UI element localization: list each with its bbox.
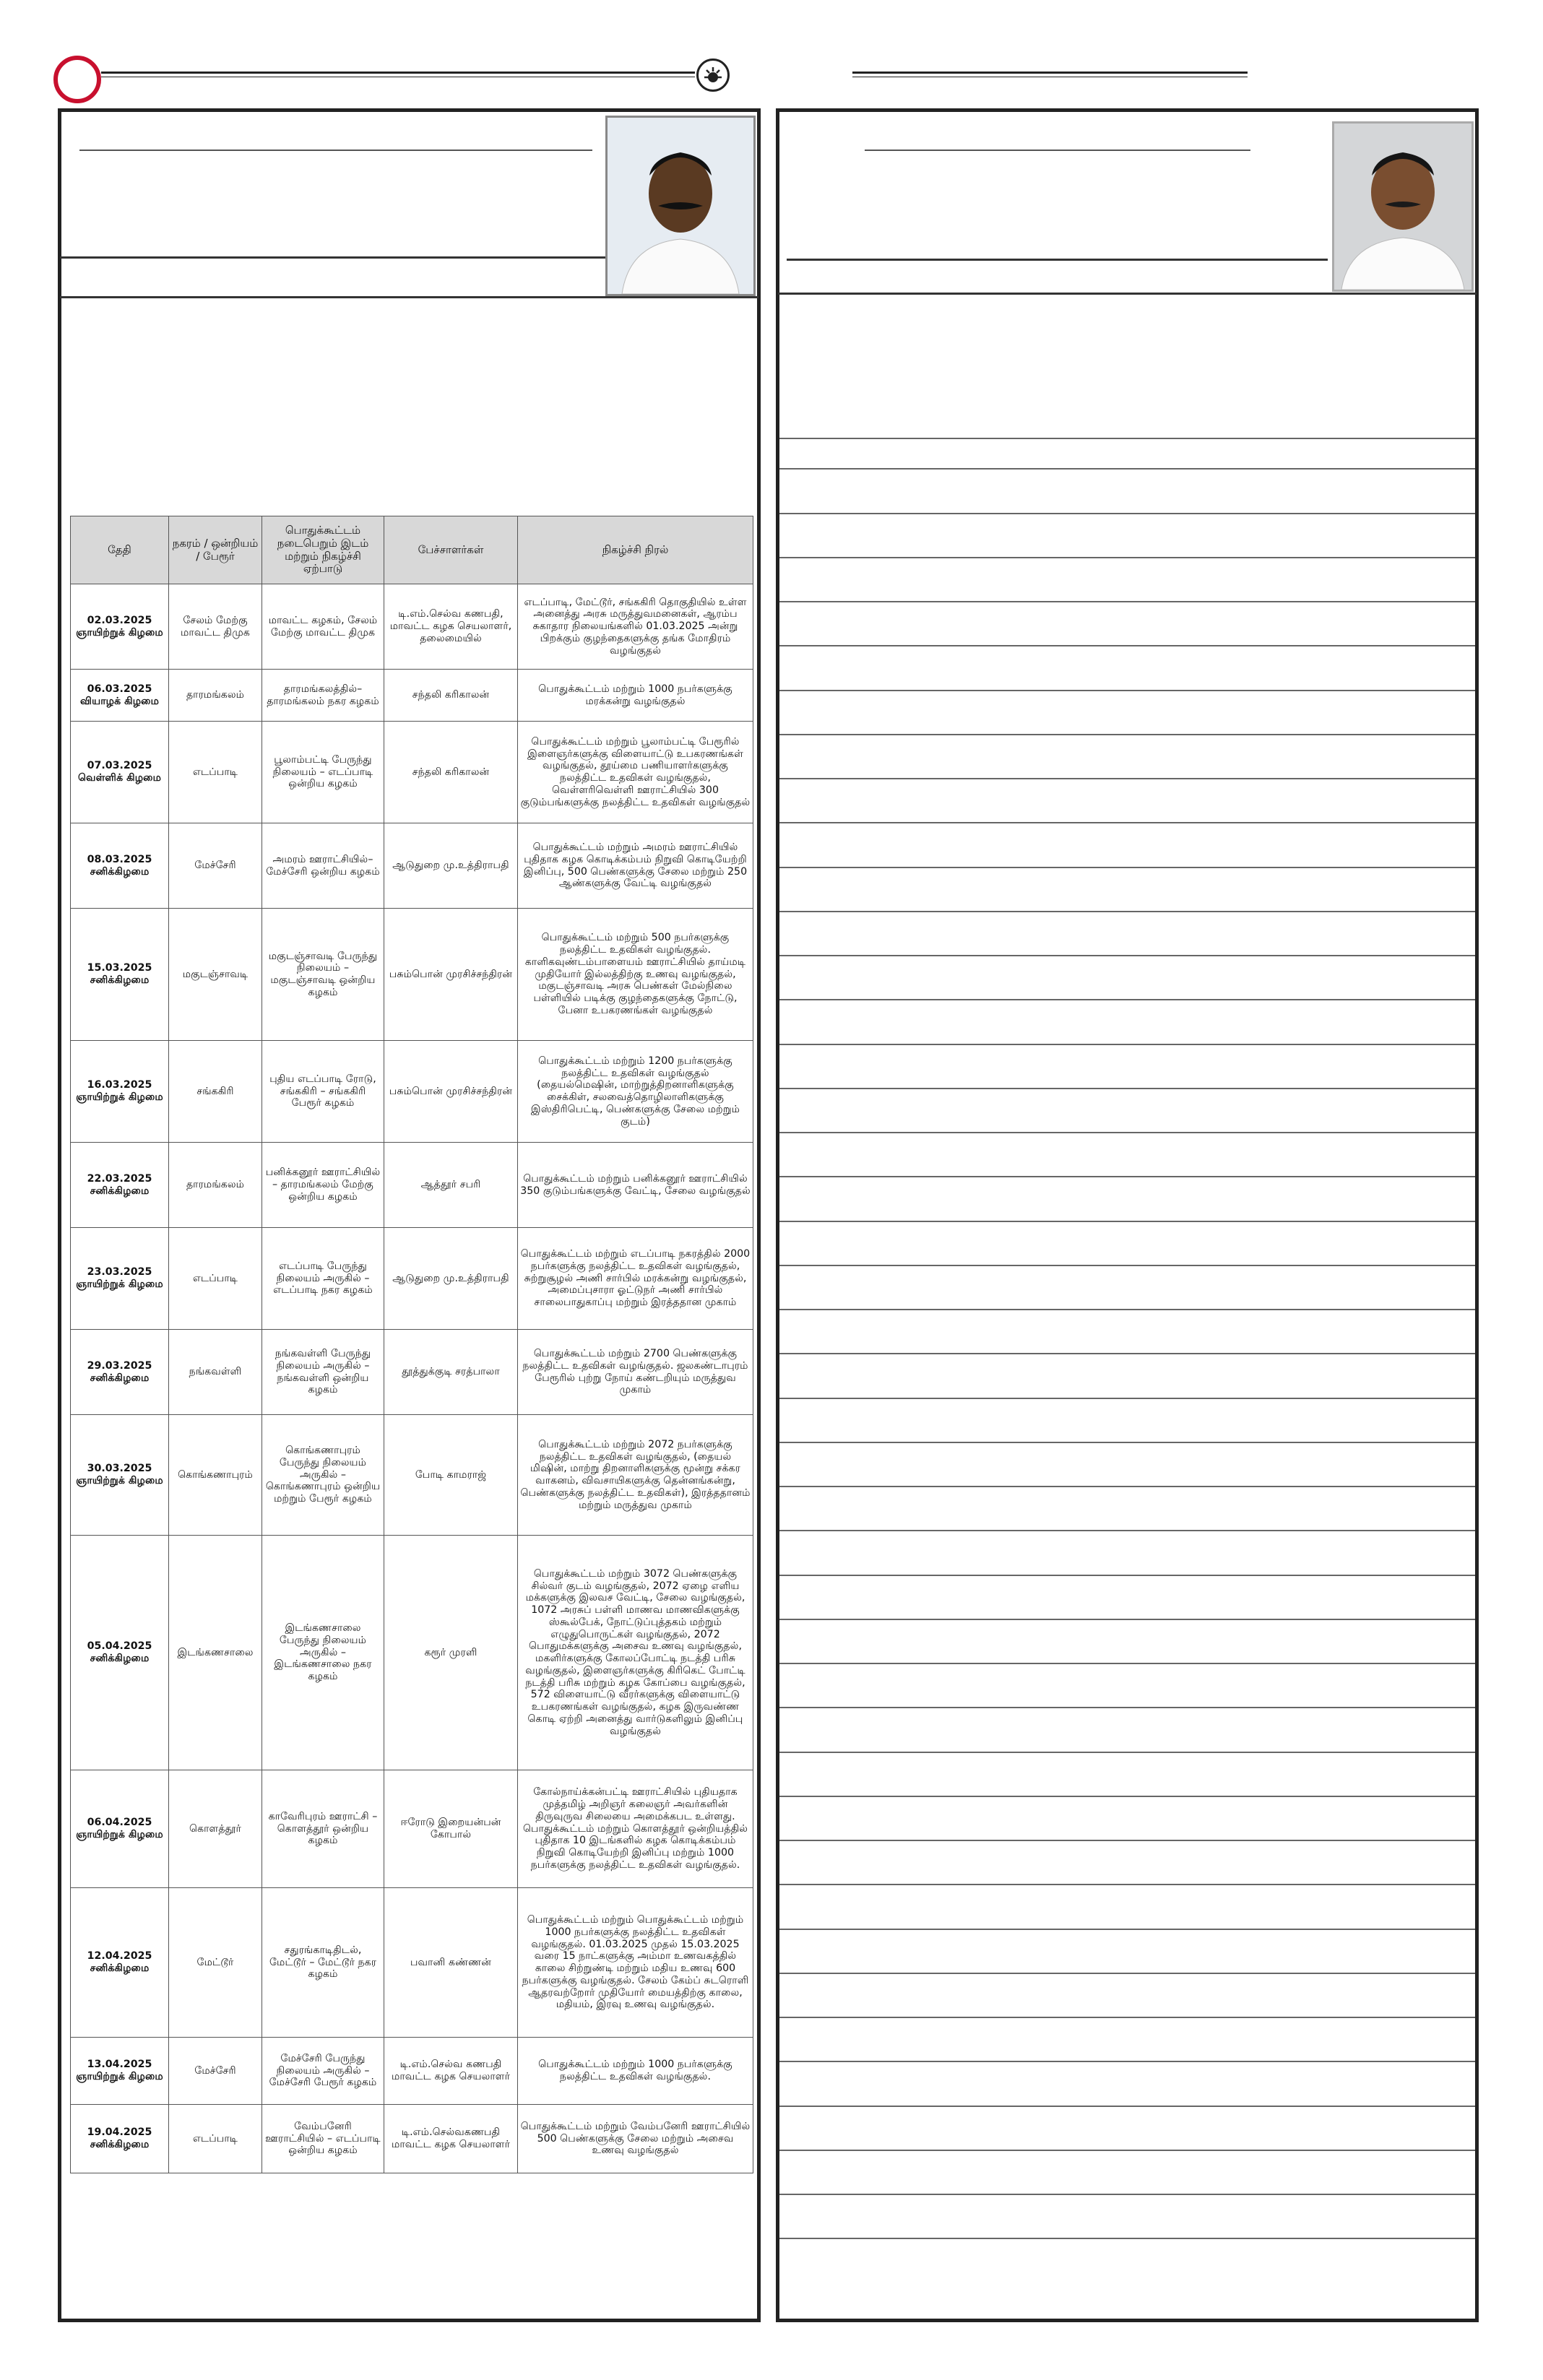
right-ruled-line bbox=[779, 2194, 1475, 2195]
row-town: தாரமங்கலம் bbox=[169, 1143, 262, 1228]
row-date: 07.03.2025 வெள்ளிக் கிழமை bbox=[71, 722, 169, 823]
row-program: பொதுக்கூட்டம் மற்றும் அமரம் ஊராட்சியில் புதிதாக கழக கொடிக்கம்பம் நிறுவி கொடியேற்றி இனிப்பு, 500 பெண்களுக்கு சேலை மற்றும் 250 ஆண்களுக்கு வேட்டி வழங்குதல் bbox=[518, 823, 753, 909]
row-program: பொதுக்கூட்டம் மற்றும் 1200 நபர்களுக்கு நலத்திட்ட உதவிகள் வழங்குதல் (தையல்மெஷின், மாற்றுத்திறனாளிகளுக்கு சைக்கிள், சலவைத்தொழிலாளிகளுக்கு இஸ்திரிபெட்டி, பெண்களுக்கு சேலை மற்றும் குடம்) bbox=[518, 1041, 753, 1143]
right-ruled-line bbox=[779, 1575, 1475, 1576]
row-program: பொதுக்கூட்டம் மற்றும் 1000 நபர்களுக்கு நலத்திட்ட உதவிகள் வழங்குதல். bbox=[518, 2038, 753, 2105]
table-row bbox=[71, 1415, 753, 1536]
row-program: பொதுக்கூட்டம் மற்றும் 3072 பெண்களுக்கு சில்வர் குடம் வழங்குதல், 2072 ஏழை எளிய மக்களுக்கு இலவச வேட்டி, சேலை வழங்குதல், 1072 அரசுப் பள்ளி மாணவ மாணவிகளுக்கு ஸ்கூல்பேக், நோட்டுப்புத்தகம் மற்றும் எழுதுபொருட்கள் வழங்குதல், 2072 பொதுமக்களுக்கு அசைவ உணவு வழங்குதல், மகளிர்களுக்கு கோலப்போட்டி நடத்தி பரிசு வழங்குதல், இளைஞர்களுக்கு கிரிகெட் போட்டி நடத்தி பரிசு மற்றும் கழக கோப்பை வழங்குதல், 572 விளையாட்டு வீரர்களுக்கு விளையாட்டு உபகரணங்கள் வழங்குதல், கழக இருவண்ண கொடி ஏற்றி அனைத்து வார்டுகளிலும் இனிப்பு வழங்குதல் bbox=[518, 1536, 753, 1770]
right-ruled-line bbox=[779, 1265, 1475, 1266]
table-row bbox=[71, 1330, 753, 1415]
row-program: பொதுக்கூட்டம் மற்றும் 1000 நபர்களுக்கு மரக்கன்று வழங்குதல் bbox=[518, 670, 753, 722]
event-schedule-table bbox=[70, 516, 753, 2173]
right-ruled-line bbox=[779, 1530, 1475, 1531]
row-program: பொதுக்கூட்டம் மற்றும் 2700 பெண்களுக்கு நலத்திட்ட உதவிகள் வழங்குதல். ஜலகண்டாபுரம் பேரூரில் புற்று நோய் கண்டறியும் மருத்துவ முகாம் bbox=[518, 1330, 753, 1415]
row-date: 13.04.2025 ஞாயிற்றுக் கிழமை bbox=[71, 2038, 169, 2105]
right-portrait-photo bbox=[1332, 121, 1474, 292]
row-program: பொதுக்கூட்டம் மற்றும் எடப்பாடி நகரத்தில் 2000 நபர்களுக்கு நலத்திட்ட உதவிகள் வழங்குதல், சுற்றுசூழல் அணி சார்பில் மரக்கன்று வழங்குதல், அமைப்புசாரா ஓட்டுநர் அணி சார்பில் சாலைபாதுகாப்பு மற்றும் இரத்ததான முகாம் bbox=[518, 1228, 753, 1330]
row-venue: கொங்கணாபுரம் பேருந்து நிலையம் அருகில் – கொங்கணாபுரம் ஒன்றிய மற்றும் பேரூர் கழகம் bbox=[262, 1415, 384, 1536]
row-town: மேச்சேரி bbox=[169, 823, 262, 909]
right-header-bottom-rule bbox=[778, 293, 1477, 295]
right-ruled-line bbox=[779, 1442, 1475, 1443]
row-town: மேச்சேரி bbox=[169, 2038, 262, 2105]
row-town: மேட்டூர் bbox=[169, 1888, 262, 2038]
header-program: நிகழ்ச்சி நிரல் bbox=[518, 516, 753, 584]
rising-sun-emblem-icon bbox=[696, 59, 730, 92]
table-row bbox=[71, 2038, 753, 2105]
table-row bbox=[71, 722, 753, 823]
right-ruled-line bbox=[779, 1752, 1475, 1753]
row-speakers: டி.எம்.செல்வ கணபதி, மாவட்ட கழக செயலாளர், தலைமையில் bbox=[384, 584, 518, 670]
row-town: தாரமங்கலம் bbox=[169, 670, 262, 722]
right-ruled-line bbox=[779, 1486, 1475, 1487]
row-speakers: ஆத்தூர் சபரி bbox=[384, 1143, 518, 1228]
right-ruled-line bbox=[779, 955, 1475, 956]
right-ruled-line bbox=[779, 1044, 1475, 1045]
row-speakers: பசும்பொன் முரசிச்சந்திரன் bbox=[384, 1041, 518, 1143]
row-venue: எடப்பாடி பேருந்து நிலையம் அருகில் – எடப்பாடி நகர கழகம் bbox=[262, 1228, 384, 1330]
right-ruled-line bbox=[779, 1707, 1475, 1708]
table-row bbox=[71, 1536, 753, 1770]
right-ruled-line bbox=[779, 1973, 1475, 1974]
masthead-circle-icon bbox=[53, 56, 101, 103]
masthead-rule-right bbox=[852, 72, 1248, 74]
left-headline-rule bbox=[79, 150, 592, 151]
right-ruled-line bbox=[779, 1398, 1475, 1399]
left-headline-rule-2 bbox=[60, 256, 607, 259]
row-date: 12.04.2025 சனிக்கிழமை bbox=[71, 1888, 169, 2038]
table-header-row bbox=[71, 516, 753, 584]
row-town: இடங்கணசாலை bbox=[169, 1536, 262, 1770]
row-speakers: ஆடுதுறை மு.உத்திராபதி bbox=[384, 823, 518, 909]
row-venue: தாரமங்கலத்தில்–தாரமங்கலம் நகர கழகம் bbox=[262, 670, 384, 722]
row-venue: மேச்சேரி பேருந்து நிலையம் அருகில் – மேச்சேரி பேரூர் கழகம் bbox=[262, 2038, 384, 2105]
masthead-rule-left bbox=[101, 72, 695, 74]
table-row bbox=[71, 1228, 753, 1330]
right-ruled-line bbox=[779, 513, 1475, 514]
row-venue: சதுரங்காடிதிடல், மேட்டூர் – மேட்டூர் நகர கழகம் bbox=[262, 1888, 384, 2038]
right-article-panel bbox=[776, 108, 1479, 2322]
left-portrait-photo bbox=[605, 116, 756, 296]
right-ruled-line bbox=[779, 1840, 1475, 1841]
table-row bbox=[71, 1143, 753, 1228]
right-ruled-line bbox=[779, 867, 1475, 868]
row-date: 19.04.2025 சனிக்கிழமை bbox=[71, 2105, 169, 2173]
row-town: சங்ககிரி bbox=[169, 1041, 262, 1143]
row-speakers: டி.எம்.செல்வகணபதி மாவட்ட கழக செயலாளர் bbox=[384, 2105, 518, 2173]
table-row bbox=[71, 2105, 753, 2173]
header-venue: பொதுக்கூட்டம் நடைபெறும் இடம் மற்றும் நிகழ்ச்சி ஏற்பாடு bbox=[262, 516, 384, 584]
row-date: 08.03.2025 சனிக்கிழமை bbox=[71, 823, 169, 909]
right-ruled-line bbox=[779, 468, 1475, 469]
row-venue: பூலாம்பட்டி பேருந்து நிலையம் – எடப்பாடி ஒன்றிய கழகம் bbox=[262, 722, 384, 823]
right-ruled-line bbox=[779, 645, 1475, 646]
right-headline-rule-2 bbox=[787, 259, 1328, 261]
table-row bbox=[71, 1770, 753, 1888]
row-venue: பனிக்கனூர் ஊராட்சியில் – தாரமங்கலம் மேற்கு ஒன்றிய கழகம் bbox=[262, 1143, 384, 1228]
right-ruled-line bbox=[779, 1176, 1475, 1177]
right-ruled-line bbox=[779, 438, 1475, 439]
row-program: பொதுக்கூட்டம் மற்றும் பூலாம்பட்டி பேரூரில் இளைஞர்களுக்கு விளையாட்டு உபகரணங்கள் வழங்குதல், தூய்மை பணியாளர்களுக்கு நலத்திட்ட உதவிகள் வழங்குதல், வெள்ளரிவெள்ளி ஊராட்சியில் 300 குடும்பங்களுக்கு நலத்திட்ட உதவிகள் வழங்குதல் bbox=[518, 722, 753, 823]
right-ruled-line bbox=[779, 1884, 1475, 1885]
right-ruled-line bbox=[779, 911, 1475, 912]
left-header-bottom-rule bbox=[60, 296, 758, 298]
right-ruled-line bbox=[779, 1663, 1475, 1664]
right-ruled-line bbox=[779, 601, 1475, 602]
row-date: 23.03.2025 ஞாயிற்றுக் கிழமை bbox=[71, 1228, 169, 1330]
row-speakers: பவானி கண்ணன் bbox=[384, 1888, 518, 2038]
row-date: 15.03.2025 சனிக்கிழமை bbox=[71, 909, 169, 1041]
table-row bbox=[71, 909, 753, 1041]
table-row bbox=[71, 823, 753, 909]
row-program: பொதுக்கூட்டம் மற்றும் பனிக்கனூர் ஊராட்சியில் 350 குடும்பங்களுக்கு வேட்டி, சேலை வழங்குதல் bbox=[518, 1143, 753, 1228]
right-ruled-line bbox=[779, 1132, 1475, 1133]
row-date: 29.03.2025 சனிக்கிழமை bbox=[71, 1330, 169, 1415]
right-ruled-line bbox=[779, 1088, 1475, 1089]
row-date: 22.03.2025 சனிக்கிழமை bbox=[71, 1143, 169, 1228]
row-speakers: டி.எம்.செல்வ கணபதி மாவட்ட கழக செயலாளர் bbox=[384, 2038, 518, 2105]
row-town: கொங்கணாபுரம் bbox=[169, 1415, 262, 1536]
right-ruled-line bbox=[779, 690, 1475, 691]
right-ruled-line bbox=[779, 999, 1475, 1000]
right-ruled-line bbox=[779, 1929, 1475, 1930]
row-town: கொளத்தூர் bbox=[169, 1770, 262, 1888]
row-town: எடப்பாடி bbox=[169, 2105, 262, 2173]
right-ruled-line bbox=[779, 557, 1475, 558]
row-venue: அமரம் ஊராட்சியில்– மேச்சேரி ஒன்றிய கழகம் bbox=[262, 823, 384, 909]
row-program: எடப்பாடி, மேட்டூர், சங்ககிரி தொகுதியில் உள்ள அனைத்து அரசு மருத்துவமனைகள், ஆரம்ப சுகாதார நிலையங்களில் 01.03.2025 அன்று பிறக்கும் குழந்தைகளுக்கு தங்க மோதிரம் வழங்குதல் bbox=[518, 584, 753, 670]
row-venue: இடங்கணசாலை பேருந்து நிலையம் அருகில் – இடங்கணசாலை நகர கழகம் bbox=[262, 1536, 384, 1770]
right-ruled-line bbox=[779, 2061, 1475, 2062]
row-venue: மாவட்ட கழகம், சேலம் மேற்கு மாவட்ட திமுக bbox=[262, 584, 384, 670]
row-venue: புதிய எடப்பாடி ரோடு, சங்ககிரி – சங்ககிரி பேரூர் கழகம் bbox=[262, 1041, 384, 1143]
row-town: மகுடஞ்சாவடி bbox=[169, 909, 262, 1041]
right-ruled-line bbox=[779, 1619, 1475, 1620]
right-ruled-line bbox=[779, 822, 1475, 823]
row-program: பொதுக்கூட்டம் மற்றும் வேம்பனேரி ஊராட்சியில் 500 பெண்களுக்கு சேலை மற்றும் அசைவ உணவு வழங்குதல் bbox=[518, 2105, 753, 2173]
row-town: எடப்பாடி bbox=[169, 1228, 262, 1330]
row-program: பொதுக்கூட்டம் மற்றும் 500 நபர்களுக்கு நலத்திட்ட உதவிகள் வழங்குதல். காளிகவுண்டம்பாளையம் ஊராட்சியில் தாய்மடி முதியோர் இல்லத்திற்கு உணவு வழங்குதல், மகுடஞ்சாவடி அரசு பெண்கள் மேல்நிலை பள்ளியில் படிக்கு குழந்தைகளுக்கு நோட்டு, பேனா உபகரணங்கள் வழங்குதல் bbox=[518, 909, 753, 1041]
row-venue: மகுடஞ்சாவடி பேருந்து நிலையம் – மகுடஞ்சாவடி ஒன்றிய கழகம் bbox=[262, 909, 384, 1041]
row-speakers: சந்தலி கரிகாலன் bbox=[384, 670, 518, 722]
row-program: பொதுக்கூட்டம் மற்றும் பொதுக்கூட்டம் மற்றும் 1000 நபர்களுக்கு நலத்திட்ட உதவிகள் வழங்குதல். 01.03.2025 முதல் 15.03.2025 வரை 15 நாட்களுக்கு அம்மா உணவகத்தில் காலை சிற்றுண்டி மற்றும் மதிய உணவு 600 நபர்களுக்கு வழங்குதல். சேலம் கேம்ப் சுடரொளி ஆதரவற்றோர் முதியோர் மையத்திற்கு காலை, மதியம், இரவு உணவு வழங்குதல். bbox=[518, 1888, 753, 2038]
row-speakers: ஆடுதுறை மு.உத்திராபதி bbox=[384, 1228, 518, 1330]
right-ruled-line bbox=[779, 2150, 1475, 2151]
row-venue: வேம்பனேரி ஊராட்சியில் – எடப்பாடி ஒன்றிய கழகம் bbox=[262, 2105, 384, 2173]
table-row bbox=[71, 584, 753, 670]
row-venue: காவேரிபுரம் ஊராட்சி – கொளத்தூர் ஒன்றிய கழகம் bbox=[262, 1770, 384, 1888]
row-date: 05.04.2025 சனிக்கிழமை bbox=[71, 1536, 169, 1770]
table-row bbox=[71, 670, 753, 722]
row-town: நங்கவள்ளி bbox=[169, 1330, 262, 1415]
row-date: 06.03.2025 வியாழக் கிழமை bbox=[71, 670, 169, 722]
right-ruled-line bbox=[779, 2238, 1475, 2239]
row-town: எடப்பாடி bbox=[169, 722, 262, 823]
row-speakers: ஈரோடு இறையன்பன் கோபால் bbox=[384, 1770, 518, 1888]
row-program: கோல்நாய்க்கன்பட்டி ஊராட்சியில் புதியதாக முத்தமிழ் அறிஞர் கலைஞர் அவர்களின் திருவுருவ சிலையை அமைக்கபட உள்ளது. பொதுக்கூட்டம் மற்றும் கொளத்தூர் ஒன்றியத்தில் புதிதாக 10 இடங்களில் கழக கொடிக்கம்பம் நிறுவி கொடியேற்றி இனிப்பு மற்றும் 1000 நபர்களுக்கு நலத்திட்ட உதவிகள் வழங்குதல். bbox=[518, 1770, 753, 1888]
row-date: 16.03.2025 ஞாயிற்றுக் கிழமை bbox=[71, 1041, 169, 1143]
row-speakers: போடி காமராஜ் bbox=[384, 1415, 518, 1536]
row-date: 30.03.2025 ஞாயிற்றுக் கிழமை bbox=[71, 1415, 169, 1536]
right-headline-rule bbox=[865, 150, 1250, 151]
row-speakers: சந்தலி கரிகாலன் bbox=[384, 722, 518, 823]
row-venue: நங்கவள்ளி பேருந்து நிலையம் அருகில் – நங்கவள்ளி ஒன்றிய கழகம் bbox=[262, 1330, 384, 1415]
table-row bbox=[71, 1041, 753, 1143]
right-ruled-line bbox=[779, 1353, 1475, 1354]
header-date: தேதி bbox=[71, 516, 169, 584]
right-ruled-line bbox=[779, 1796, 1475, 1797]
row-speakers: கரூர் முரளி bbox=[384, 1536, 518, 1770]
row-speakers: தூத்துக்குடி சரத்பாலா bbox=[384, 1330, 518, 1415]
row-program: பொதுக்கூட்டம் மற்றும் 2072 நபர்களுக்கு நலத்திட்ட உதவிகள் வழங்குதல், (தையல் மிஷின், மாற்று திறனாளிகளுக்கு மூன்று சக்கர வாகனம், விவசாயிகளுக்கு தென்னங்கன்று, பெண்களுக்கு நலத்திட்ட உதவிகள்), இரத்ததானம் மற்றும் மருத்துவ முகாம் bbox=[518, 1415, 753, 1536]
right-ruled-line bbox=[779, 2017, 1475, 2018]
row-speakers: பசும்பொன் முரசிச்சந்திரன் bbox=[384, 909, 518, 1041]
header-speakers: பேச்சாளர்கள் bbox=[384, 516, 518, 584]
right-ruled-line bbox=[779, 1221, 1475, 1222]
right-ruled-line bbox=[779, 2106, 1475, 2107]
table-row bbox=[71, 1888, 753, 2038]
right-ruled-line bbox=[779, 778, 1475, 779]
right-ruled-line bbox=[779, 734, 1475, 735]
right-ruled-line bbox=[779, 1309, 1475, 1310]
row-date: 06.04.2025 ஞாயிற்றுக் கிழமை bbox=[71, 1770, 169, 1888]
header-town: நகரம் / ஒன்றியம் / பேரூர் bbox=[169, 516, 262, 584]
row-date: 02.03.2025 ஞாயிற்றுக் கிழமை bbox=[71, 584, 169, 670]
row-town: சேலம் மேற்கு மாவட்ட திமுக bbox=[169, 584, 262, 670]
